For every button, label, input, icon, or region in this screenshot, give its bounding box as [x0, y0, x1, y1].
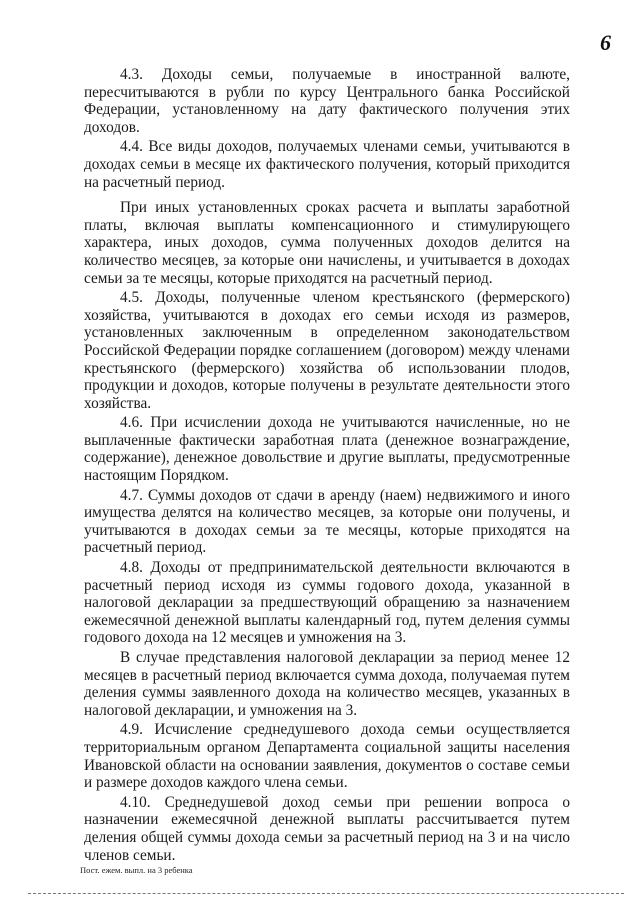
paragraph-4-7: 4.7. Суммы доходов от сдачи в аренду (наем) недвижимого и иного имущества делятся на количество месяцев, за которые они получены, и учитываются в доходах семьи за те месяцы, которые приходятся на расчетный период. — [84, 486, 570, 557]
paragraph-4-3: 4.3. Доходы семьи, получаемые в иностранной валюте, пересчитываются в рубли по курсу Центрального банка Российской Федерации, установленному на дату фактического получения этих доходов. — [84, 66, 570, 136]
page-number: 6 — [600, 30, 611, 55]
paragraph-4-10: 4.10. Среднедушевой доход семьи при решении вопроса о назначении ежемесячной денежной выплаты рассчитывается путем деления общей суммы дохода семьи за расчетный период на 3 и на число членов семьи. — [84, 793, 570, 864]
footer-note: Пост. ежем. выпл. на 3 ребенка — [80, 865, 193, 875]
document-body — [84, 66, 570, 866]
paragraph-4-5: 4.5. Доходы, полученные членом крестьянского (фермерского) хозяйства, учитываются в доходах его семьи исходя из размеров, установленных заключенным в определенном законодательством Российской Федерации порядке соглашением (договором) между членами крестьянского (фермерского) хозяйства об использовании плодов, продукции и доходов, которые получены в результате деятельности этого хозяйства. — [84, 289, 570, 412]
paragraph-4-4: 4.4. Все виды доходов, получаемых членами семьи, учитываются в доходах семьи в месяце их фактического получения, который приходится на расчетный период. — [84, 138, 570, 191]
paragraph-4-6: 4.6. При исчислении дохода не учитываются начисленные, но не выплаченные фактически заработная плата (денежное вознаграждение, содержание), денежное довольствие и другие выплаты, предусмотренные настоящим Порядком. — [84, 414, 570, 485]
paragraph-4-4-continued: При иных установленных сроках расчета и выплаты заработной платы, включая выплаты компенсационного и стимулирующего характера, иных доходов, сумма полученных доходов делится на количество месяцев, за которые они начислены, и учитывается в доходах семьи за те месяцы, которые приходятся на расчетный период. — [84, 199, 570, 287]
scan-edge-line — [28, 893, 624, 894]
paragraph-4-8-continued: В случае представления налоговой декларации за период менее 12 месяцев в расчетный период включается сумма дохода, получаемая путем деления суммы заявленного дохода на количество месяцев, указанных в налоговой декларации, и умножения на 3. — [84, 649, 570, 719]
paragraph-4-8: 4.8. Доходы от предпринимательской деятельности включаются в расчетный период исходя из суммы годового дохода, указанной в налоговой декларации за предшествующий обращению за назначением ежемесячной денежной выплаты календарный год, путем деления суммы годового дохода на 12 месяцев и умножения на 3. — [84, 559, 570, 647]
paragraph-4-9: 4.9. Исчисление среднедушевого дохода семьи осуществляется территориальным органом Департамента социальной защиты населения Ивановской области на основании заявления, документов о составе семьи и размере доходов каждого члена семьи. — [84, 721, 570, 792]
